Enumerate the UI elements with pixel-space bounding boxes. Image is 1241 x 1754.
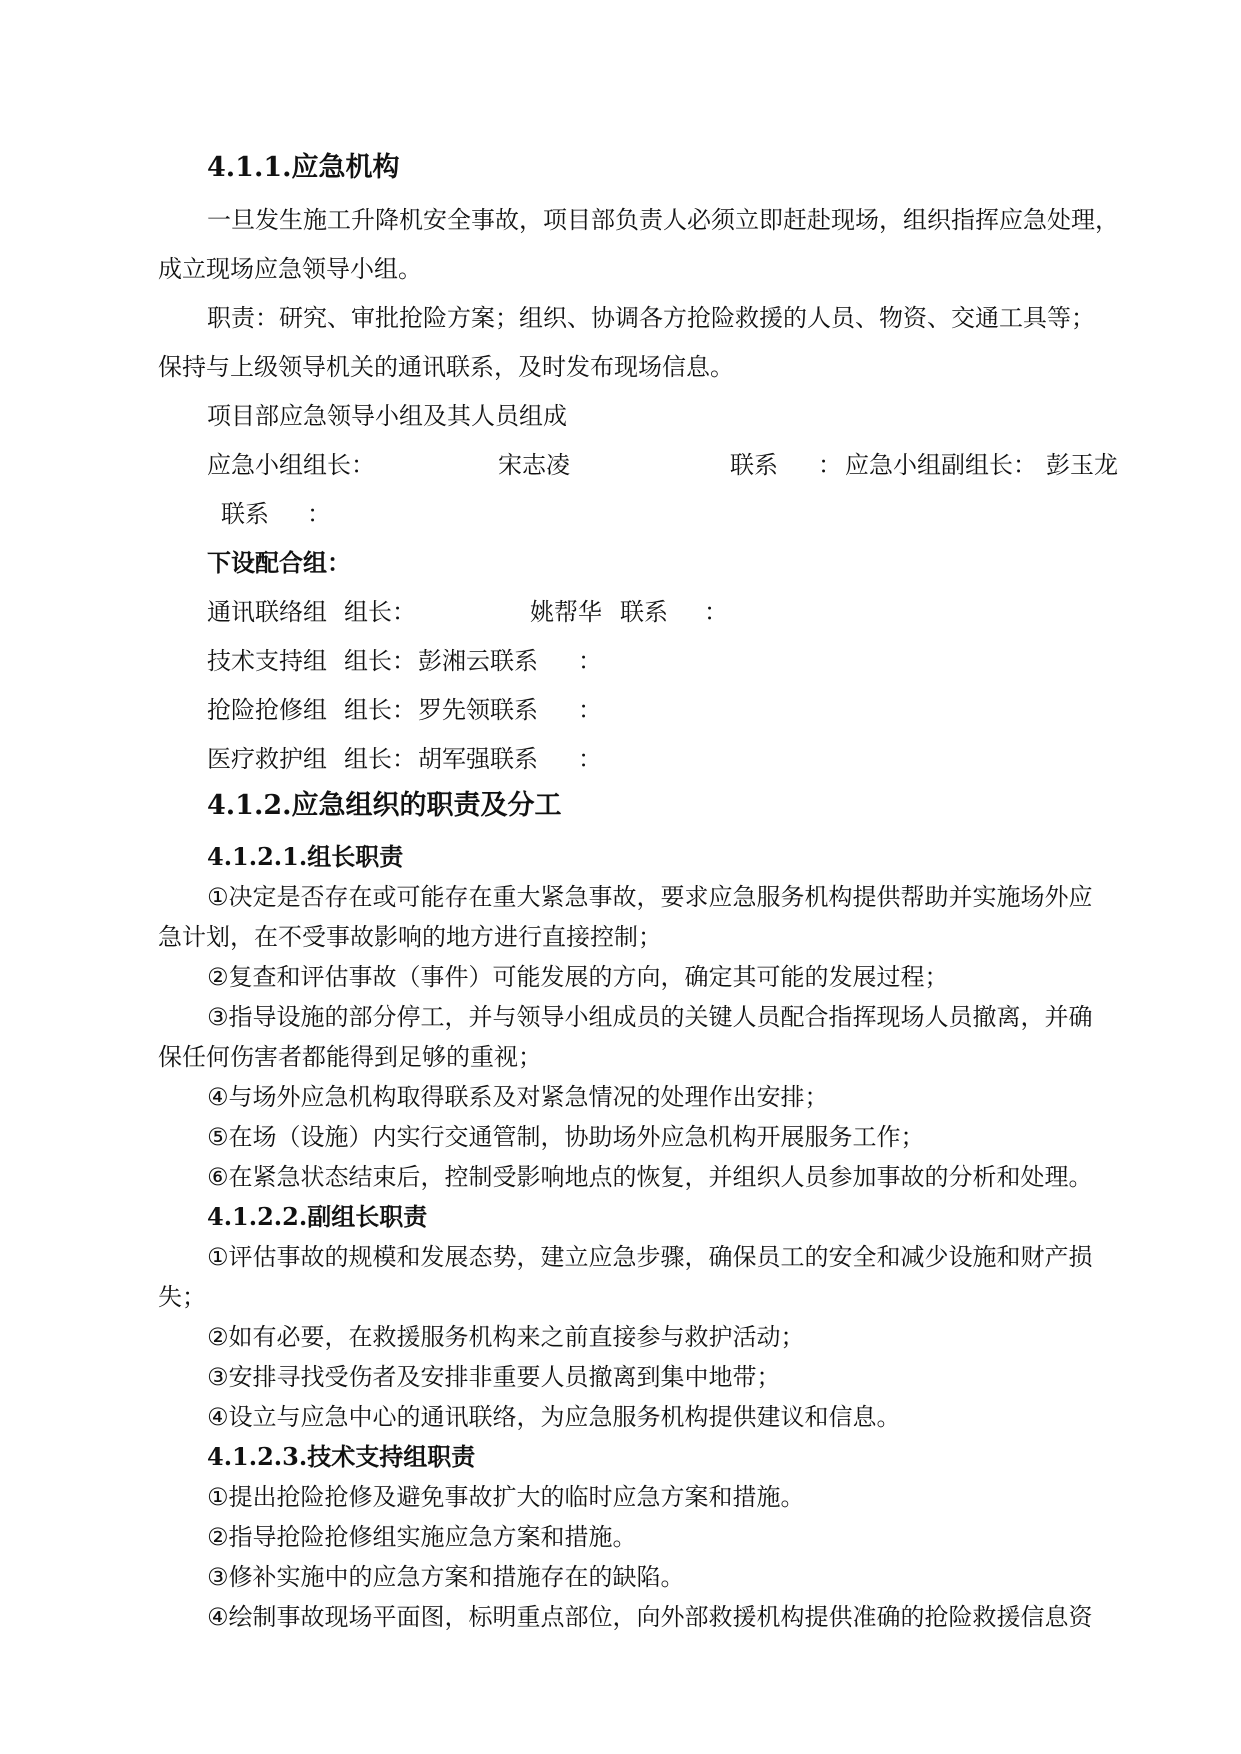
group-name: 医疗救护组 (207, 745, 327, 773)
subgroups-heading: 下设配合组： (207, 549, 351, 577)
duty-line: ⑤在场（设施）内实行交通管制，协助场外应急机构开展服务工作； (207, 1123, 925, 1151)
deputy-label: 应急小组副组长： (845, 451, 1037, 479)
deputy-contact-label: 联系 (221, 500, 269, 528)
duty-line: ②复查和评估事故（事件）可能发展的方向，确定其可能的发展过程； (207, 963, 949, 991)
leader-label: 应急小组组长： (207, 451, 375, 479)
group-colon: ： (578, 647, 602, 675)
group-role: 组长： (344, 598, 416, 626)
subsection-heading-tech-duties: 4.1.2.3.技术支持组职责 (207, 1442, 476, 1471)
group-role: 组长： (344, 696, 416, 724)
duty-line: ①决定是否存在或可能存在重大紧急事故，要求应急服务机构提供帮助并实施场外应 (207, 883, 1093, 911)
duty-line: ⑥在紧急状态结束后，控制受影响地点的恢复，并组织人员参加事故的分析和处理。 (207, 1163, 1093, 1191)
deputy-contact-colon: ： (307, 500, 331, 528)
duty-line: ③指导设施的部分停工，并与领导小组成员的关键人员配合指挥现场人员撤离，并确 (207, 1003, 1093, 1031)
paragraph-line: 保持与上级领导机关的通讯联系，及时发布现场信息。 (158, 353, 734, 381)
duty-line: 保任何伤害者都能得到足够的重视； (158, 1043, 542, 1071)
group-person: 罗先领 (418, 696, 490, 724)
subsection-heading-deputy-duties: 4.1.2.2.副组长职责 (207, 1202, 428, 1231)
paragraph-line: 项目部应急领导小组及其人员组成 (207, 402, 567, 430)
section-heading-4-1-2: 4.1.2.应急组织的职责及分工 (207, 790, 562, 821)
paragraph-line: 一旦发生施工升降机安全事故，项目部负责人必须立即赶赴现场，组织指挥应急处理， (207, 206, 1119, 234)
duty-line: ④与场外应急机构取得联系及对紧急情况的处理作出安排； (207, 1083, 829, 1111)
leader-contact-label: 联系 (730, 451, 778, 479)
duty-line: ③安排寻找受伤者及安排非重要人员撤离到集中地带； (207, 1363, 781, 1391)
duty-line: ④绘制事故现场平面图，标明重点部位，向外部救援机构提供准确的抢险救援信息资 (207, 1603, 1093, 1631)
group-contact: 联系 (620, 598, 668, 626)
group-role: 组长： (344, 647, 416, 675)
paragraph-line: 成立现场应急领导小组。 (158, 255, 422, 283)
group-contact: 联系 (490, 647, 538, 675)
group-person: 胡军强 (418, 745, 490, 773)
group-colon: ： (578, 745, 602, 773)
deputy-name: 彭玉龙 (1046, 451, 1118, 479)
section-heading-4-1-1: 4.1.1.应急机构 (207, 152, 400, 183)
duty-line: 急计划，在不受事故影响的地方进行直接控制； (158, 923, 662, 951)
group-name: 技术支持组 (207, 647, 327, 675)
duty-line: 失； (158, 1283, 206, 1311)
duty-line: ②如有必要，在救援服务机构来之前直接参与救护活动； (207, 1323, 805, 1351)
leader-name: 宋志凌 (498, 451, 570, 479)
group-contact: 联系 (490, 745, 538, 773)
leader-contact-colon: ： (818, 451, 842, 479)
group-role: 组长： (344, 745, 416, 773)
duty-line: ①提出抢险抢修及避免事故扩大的临时应急方案和措施。 (207, 1483, 805, 1511)
group-colon: ： (704, 598, 728, 626)
duty-line: ①评估事故的规模和发展态势，建立应急步骤，确保员工的安全和减少设施和财产损 (207, 1243, 1093, 1271)
duty-line: ④设立与应急中心的通讯联络，为应急服务机构提供建议和信息。 (207, 1403, 901, 1431)
paragraph-line: 职责：研究、审批抢险方案；组织、协调各方抢险救援的人员、物资、交通工具等； (207, 304, 1095, 332)
group-colon: ： (578, 696, 602, 724)
group-name: 通讯联络组 (207, 598, 327, 626)
group-contact: 联系 (490, 696, 538, 724)
subsection-heading-leader-duties: 4.1.2.1.组长职责 (207, 842, 404, 871)
group-person: 姚帮华 (530, 598, 602, 626)
group-name: 抢险抢修组 (207, 696, 327, 724)
duty-line: ③修补实施中的应急方案和措施存在的缺陷。 (207, 1563, 685, 1591)
group-person: 彭湘云 (418, 647, 490, 675)
duty-line: ②指导抢险抢修组实施应急方案和措施。 (207, 1523, 637, 1551)
